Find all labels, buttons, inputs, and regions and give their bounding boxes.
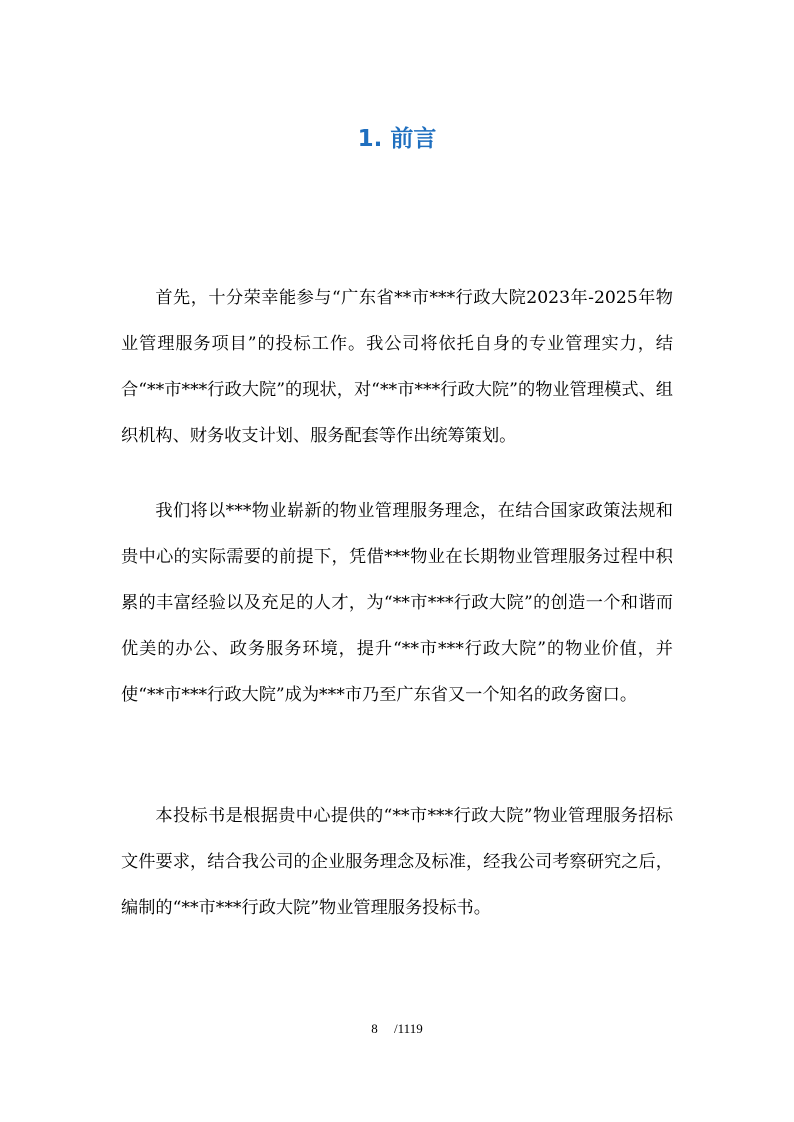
paragraph-bid-basis: 本投标书是根据贵中心提供的“**市***行政大院”物业管理服务招标文件要求，结合我公司的企业服务理念及标准，经我公司考察研究之后，编制的“**市***行政大院”物业管理服务投标书。	[121, 806, 673, 918]
paragraph-introduction: 首先，十分荣幸能参与“广东省**市***行政大院2023年-2025年物业管理服务项目”的投标工作。我公司将依托自身的专业管理实力，结合“**市***行政大院”的现状，对“**市***行政大院”的物业管理模式、组织机构、财务收支计划、服务配套等作出统筹策划。	[121, 288, 673, 446]
page-number: 8	[371, 1021, 378, 1036]
paragraph-service-philosophy: 我们将以***物业崭新的物业管理服务理念，在结合国家政策法规和贵中心的实际需要的前提下，凭借***物业在长期物业管理服务过程中积累的丰富经验以及充足的人才，为“**市***行政大院”的创造一个和谐而优美的办公、政务服务环境，提升“**市***行政大院”的物业价值，并使“**市***行政大院”成为***市乃至广东省又一个知名的政务窗口。	[121, 501, 673, 705]
page-separator	[378, 1021, 394, 1036]
section-heading: 1. 前言	[357, 126, 437, 152]
page-total: /1119	[394, 1021, 423, 1036]
page-footer	[0, 1020, 794, 1038]
